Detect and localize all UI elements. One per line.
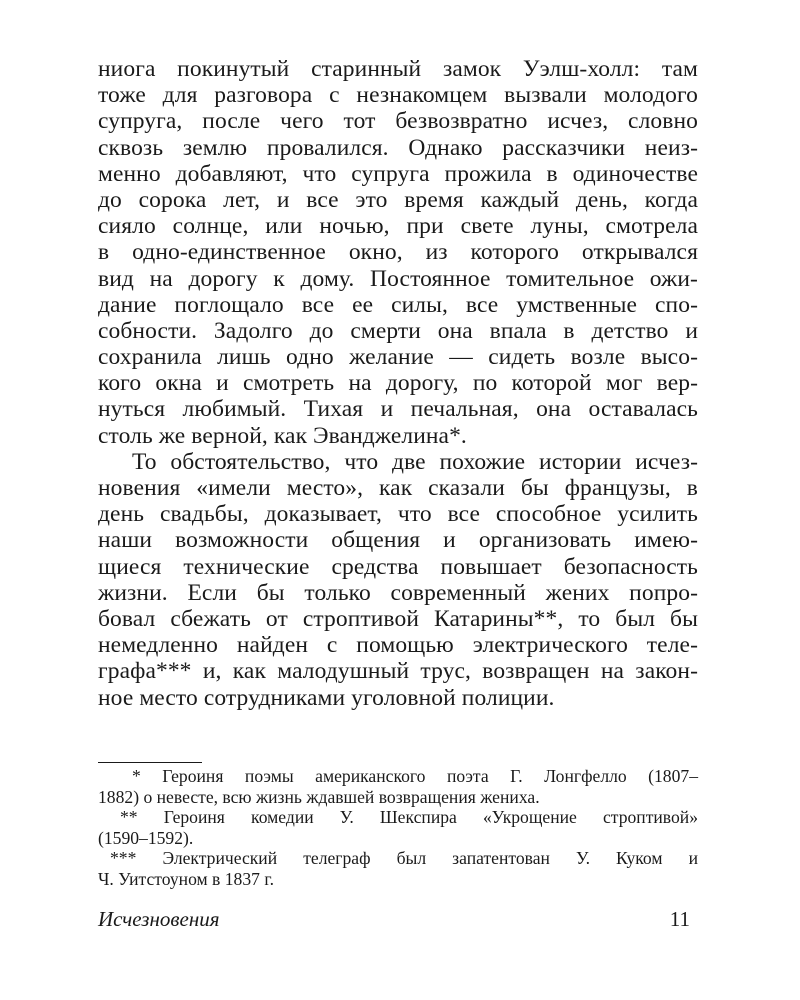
text-line: немедленно найден с помощью электрического теле- xyxy=(98,632,698,659)
text-line: до сорока лет, и все это время каждый день, когда xyxy=(98,186,698,213)
running-title: Исчезновения xyxy=(98,907,220,931)
text-line: сквозь землю провалился. Однако рассказчики неиз- xyxy=(98,134,698,161)
text-line: сохранила лишь одно желание — сидеть возле высо- xyxy=(98,344,698,371)
text-line: дание поглощало все ее силы, все умственные спо- xyxy=(98,291,698,318)
text-line: вид на дорогу к дому. Постоянное томительное ожи- xyxy=(98,265,698,292)
footnote-3: *** Электрический телеграф был запатентован У. Куком и xyxy=(110,848,698,869)
text-line: щиеся технические средства повышает безопасность xyxy=(98,553,698,580)
footnote-2-continuation: (1590–1592). xyxy=(98,827,194,848)
running-footer xyxy=(98,906,698,936)
text-line: графа*** и, как малодушный трус, возвращен на закон- xyxy=(98,658,698,685)
paragraph-end-line: ное место сотрудниками уголовной полиции. xyxy=(98,684,555,711)
page-number: 11 xyxy=(669,907,690,931)
text-line: день свадьбы, доказывает, что все способное усилить xyxy=(98,501,698,528)
text-line: новения «имели место», как сказали бы французы, в xyxy=(98,475,698,501)
footnote-divider xyxy=(98,762,202,763)
text-line: нуться любимый. Тихая и печальная, она оставалась xyxy=(98,396,698,423)
footnote-3-continuation: Ч. Уитстоуном в 1837 г. xyxy=(98,868,274,889)
main-text xyxy=(98,56,698,711)
footnotes xyxy=(98,766,698,890)
text-line: бовал сбежать от строптивой Катарины**, то был бы xyxy=(98,605,698,632)
footnote-1-continuation: 1882) о невесте, всю жизнь ждавшей возвращения жениха. xyxy=(98,786,540,807)
paragraph-end-line: столь же верной, как Эванджелина*. xyxy=(98,422,467,449)
text-line: в одно-единственное окно, из которого открывался xyxy=(98,239,698,266)
text-line: сияло солнце, или ночью, при свете луны, смотрела xyxy=(98,213,698,240)
text-line: собности. Задолго до смерти она впала в детство и xyxy=(98,317,698,344)
text-line: менно добавляют, что супруга прожила в одиночестве xyxy=(98,160,698,187)
footnote-2: ** Героиня комедии У. Шекспира «Укрощение строптивой» xyxy=(120,807,698,828)
text-line: кого окна и смотреть на дорогу, по которой мог вер- xyxy=(98,370,698,397)
footnote-1: * Героиня поэмы американского поэта Г. Лонгфелло (1807– xyxy=(132,766,698,786)
text-line: ниога покинутый старинный замок Уэлш-холл: там xyxy=(98,56,698,82)
text-line: наши возможности общения и организовать имею- xyxy=(98,527,698,554)
text-line: жизни. Если бы только современный жених попро- xyxy=(98,579,698,606)
text-line: тоже для разговора с незнакомцем вызвали молодого xyxy=(98,82,698,109)
paragraph-start-line: То обстоятельство, что две похожие истории исчез- xyxy=(132,448,698,475)
text-line: супруга, после чего тот безвозвратно исчез, словно xyxy=(98,108,698,135)
